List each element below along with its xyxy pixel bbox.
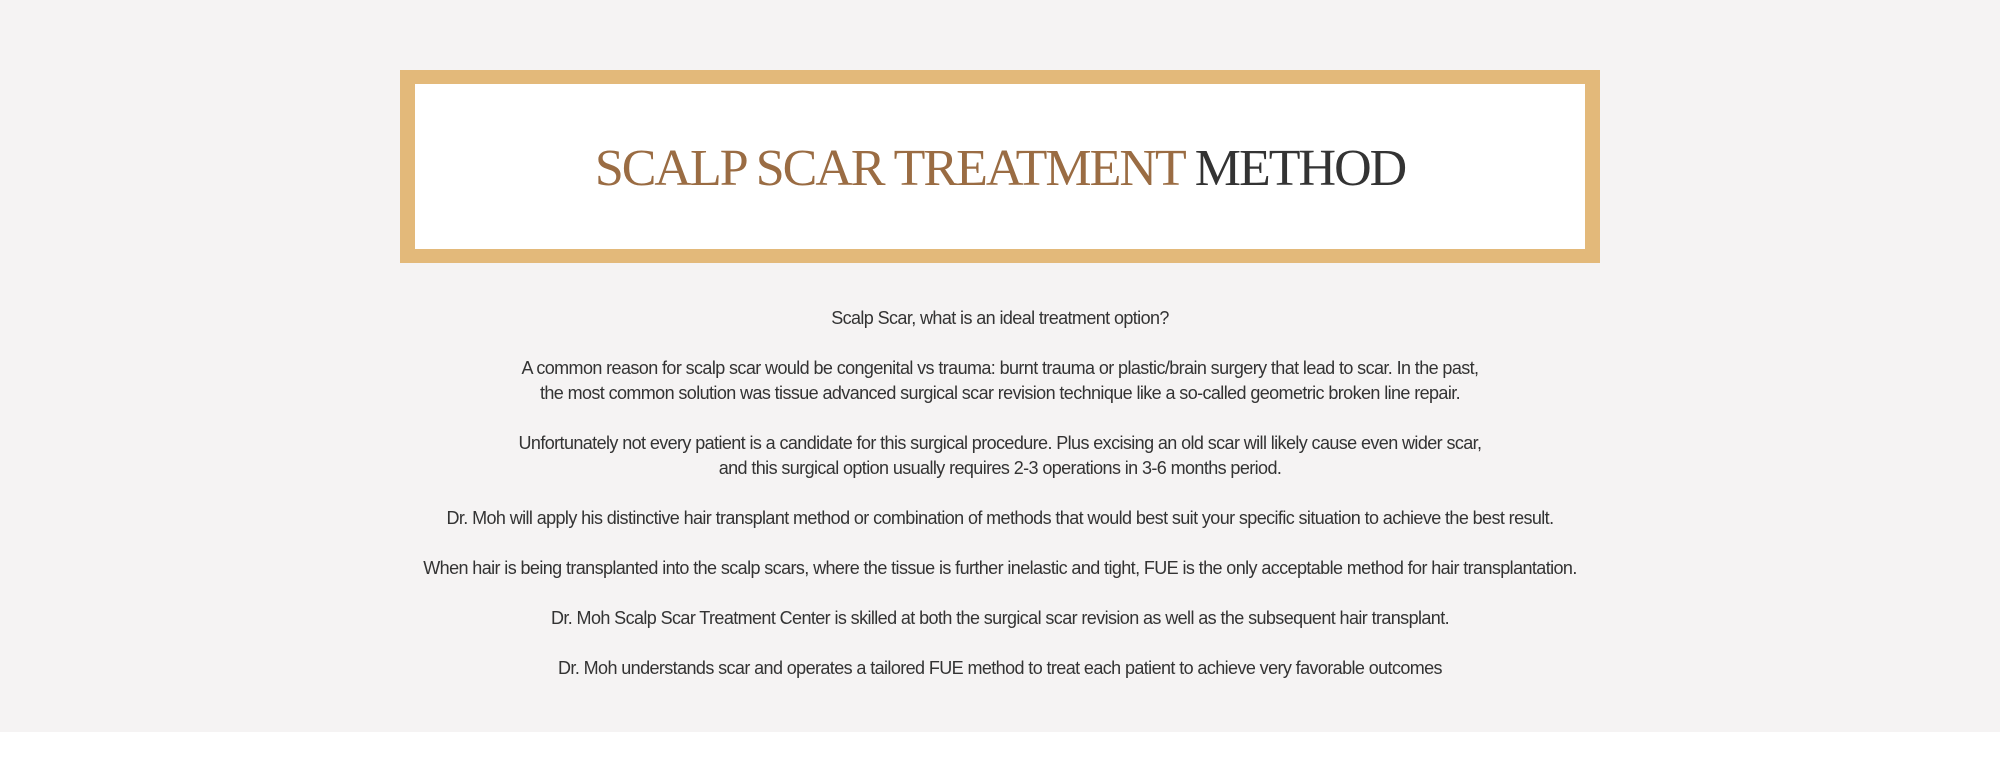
paragraph-line: Unfortunately not every patient is a candidate for this surgical procedure. Plus excising an old scar will likely cause even wider scar, <box>518 433 1482 453</box>
paragraph-method <box>300 506 1700 531</box>
paragraph-line: A common reason for scalp scar would be congenital vs trauma: burnt trauma or plastic/brain surgery that lead to scar. In the past, <box>521 358 1479 378</box>
paragraph-outcomes <box>300 656 1700 681</box>
paragraph-line: Dr. Moh Scalp Scar Treatment Center is skilled at both the surgical scar revision as well as the subsequent hair transplant. <box>550 608 1450 628</box>
paragraph-line: Scalp Scar, what is an ideal treatment option? <box>831 308 1169 328</box>
title-frame <box>400 70 1600 263</box>
paragraph-question <box>300 306 1700 331</box>
article-body <box>300 306 1700 706</box>
page-title-accent: SCALP SCAR TREATMENT <box>594 139 1184 197</box>
paragraph-line: When hair is being transplanted into the scalp scars, where the tissue is further inelastic and tight, FUE is the only acceptable method for hair transplantation. <box>423 558 1577 578</box>
paragraph-line: Dr. Moh understands scar and operates a tailored FUE method to treat each patient to achieve very favorable outcomes <box>558 658 1442 678</box>
page-title <box>595 139 1405 195</box>
paragraph-fue <box>300 556 1700 581</box>
paragraph-line: Dr. Moh will apply his distinctive hair transplant method or combination of methods that would best suit your specific situation to achieve the best result. <box>446 508 1554 528</box>
paragraph-center <box>300 606 1700 631</box>
paragraph-candidate <box>300 431 1700 481</box>
title-panel <box>415 84 1585 249</box>
paragraph-common-reason <box>300 356 1700 406</box>
page-title-rest: METHOD <box>1194 139 1406 197</box>
paragraph-line: and this surgical option usually requires 2-3 operations in 3-6 months period. <box>718 458 1282 478</box>
paragraph-line: the most common solution was tissue advanced surgical scar revision technique like a so-called geometric broken line repair. <box>539 383 1461 403</box>
